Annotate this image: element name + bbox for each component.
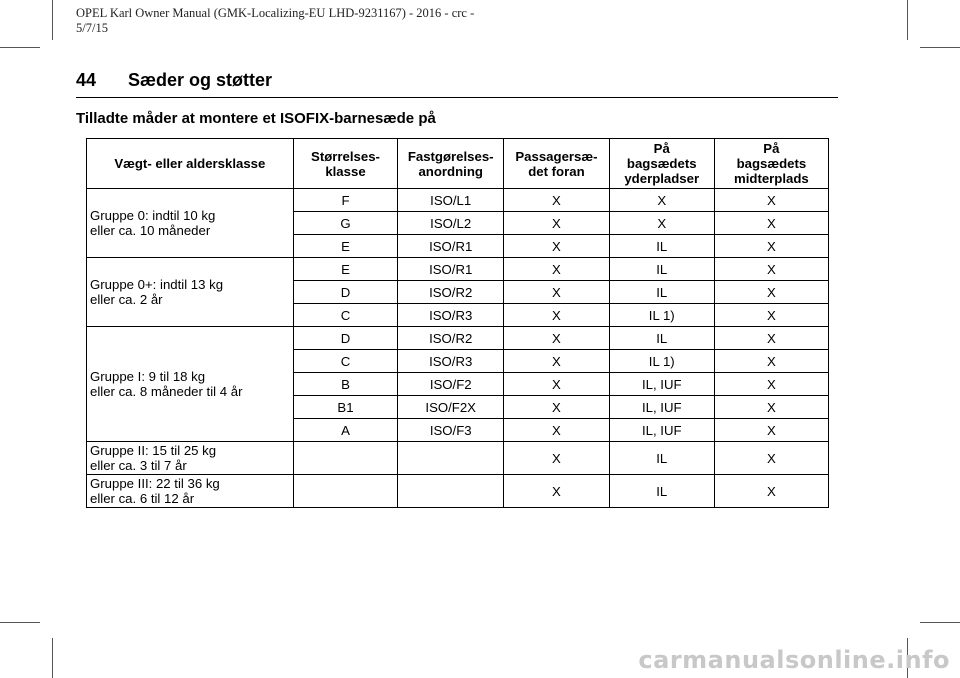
fixture-cell: ISO/L1	[398, 189, 504, 212]
size-class-cell: F	[293, 189, 398, 212]
watermark: carmanualsonline.info	[638, 646, 950, 674]
header-size-class: Størrelses- klasse	[293, 139, 398, 189]
front-passenger-cell: X	[504, 396, 610, 419]
size-class-cell: E	[293, 235, 398, 258]
group-label-cell: Gruppe 0: indtil 10 kg eller ca. 10 måneder	[87, 189, 294, 258]
fixture-cell	[398, 475, 504, 508]
rear-outboard-cell: IL	[609, 235, 714, 258]
rear-outboard-cell: IL	[609, 442, 714, 475]
rear-outboard-cell: IL 1)	[609, 350, 714, 373]
fixture-cell: ISO/L2	[398, 212, 504, 235]
fixture-cell: ISO/R2	[398, 281, 504, 304]
crop-mark	[907, 0, 908, 40]
group-label-cell: Gruppe I: 9 til 18 kg eller ca. 8 måneder til 4 år	[87, 327, 294, 442]
fixture-cell: ISO/R3	[398, 304, 504, 327]
table-row	[87, 475, 829, 508]
isofix-table	[86, 138, 829, 508]
crop-mark	[0, 47, 40, 48]
page-number: 44	[76, 70, 97, 90]
rear-center-cell: X	[714, 281, 828, 304]
size-class-cell: D	[293, 281, 398, 304]
table-row	[87, 442, 829, 475]
rear-center-cell: X	[714, 442, 828, 475]
rear-outboard-cell: IL, IUF	[609, 419, 714, 442]
section-title: Tilladte måder at montere et ISOFIX-barnesæde på	[76, 110, 436, 127]
crop-mark	[0, 622, 40, 623]
rear-center-cell: X	[714, 350, 828, 373]
size-class-cell: D	[293, 327, 398, 350]
rear-center-cell: X	[714, 189, 828, 212]
front-passenger-cell: X	[504, 350, 610, 373]
page-title: Sæder og støtter	[128, 70, 273, 90]
fixture-cell: ISO/R3	[398, 350, 504, 373]
rear-outboard-cell: X	[609, 212, 714, 235]
rear-center-cell: X	[714, 258, 828, 281]
front-passenger-cell: X	[504, 189, 610, 212]
front-passenger-cell: X	[504, 235, 610, 258]
rear-center-cell: X	[714, 212, 828, 235]
front-passenger-cell: X	[504, 327, 610, 350]
document-header-line1: OPEL Karl Owner Manual (GMK-Localizing-EU LHD-9231167) - 2016 - crc -	[76, 6, 475, 20]
document-header-line2: 5/7/15	[76, 21, 108, 35]
page-heading	[76, 70, 272, 91]
rear-outboard-cell: IL	[609, 258, 714, 281]
size-class-cell: C	[293, 304, 398, 327]
document-header	[76, 6, 474, 36]
front-passenger-cell: X	[504, 419, 610, 442]
front-passenger-cell: X	[504, 442, 610, 475]
fixture-cell: ISO/R1	[398, 258, 504, 281]
header-weight-class: Vægt- eller aldersklasse	[87, 139, 294, 189]
rear-center-cell: X	[714, 235, 828, 258]
fixture-cell: ISO/F2	[398, 373, 504, 396]
fixture-cell	[398, 442, 504, 475]
fixture-cell: ISO/F3	[398, 419, 504, 442]
table-row	[87, 258, 829, 281]
table-header-row	[87, 139, 829, 189]
rear-center-cell: X	[714, 396, 828, 419]
size-class-cell	[293, 475, 398, 508]
rear-center-cell: X	[714, 304, 828, 327]
table-row	[87, 189, 829, 212]
front-passenger-cell: X	[504, 475, 610, 508]
front-passenger-cell: X	[504, 304, 610, 327]
table-body	[87, 189, 829, 508]
header-fixture: Fastgørelses- anordning	[398, 139, 504, 189]
crop-mark	[920, 47, 960, 48]
header-rear-center: På bagsædets midterplads	[714, 139, 828, 189]
fixture-cell: ISO/F2X	[398, 396, 504, 419]
heading-rule	[76, 97, 838, 98]
front-passenger-cell: X	[504, 281, 610, 304]
rear-center-cell: X	[714, 475, 828, 508]
table-row	[87, 327, 829, 350]
crop-mark	[52, 0, 53, 40]
crop-mark	[920, 622, 960, 623]
rear-outboard-cell: X	[609, 189, 714, 212]
group-label-cell: Gruppe II: 15 til 25 kg eller ca. 3 til 7 år	[87, 442, 294, 475]
rear-outboard-cell: IL, IUF	[609, 396, 714, 419]
rear-outboard-cell: IL, IUF	[609, 373, 714, 396]
rear-outboard-cell: IL	[609, 327, 714, 350]
fixture-cell: ISO/R2	[398, 327, 504, 350]
group-label-cell: Gruppe 0+: indtil 13 kg eller ca. 2 år	[87, 258, 294, 327]
size-class-cell: A	[293, 419, 398, 442]
size-class-cell: B1	[293, 396, 398, 419]
front-passenger-cell: X	[504, 258, 610, 281]
size-class-cell: C	[293, 350, 398, 373]
rear-outboard-cell: IL	[609, 475, 714, 508]
rear-center-cell: X	[714, 373, 828, 396]
fixture-cell: ISO/R1	[398, 235, 504, 258]
rear-center-cell: X	[714, 327, 828, 350]
size-class-cell: G	[293, 212, 398, 235]
size-class-cell: E	[293, 258, 398, 281]
group-label-cell: Gruppe III: 22 til 36 kg eller ca. 6 til 12 år	[87, 475, 294, 508]
front-passenger-cell: X	[504, 373, 610, 396]
rear-outboard-cell: IL 1)	[609, 304, 714, 327]
header-rear-outboard: På bagsædets yderpladser	[609, 139, 714, 189]
crop-mark	[52, 638, 53, 678]
size-class-cell	[293, 442, 398, 475]
rear-outboard-cell: IL	[609, 281, 714, 304]
rear-center-cell: X	[714, 419, 828, 442]
size-class-cell: B	[293, 373, 398, 396]
front-passenger-cell: X	[504, 212, 610, 235]
header-front-passenger: Passagersæ- det foran	[504, 139, 610, 189]
